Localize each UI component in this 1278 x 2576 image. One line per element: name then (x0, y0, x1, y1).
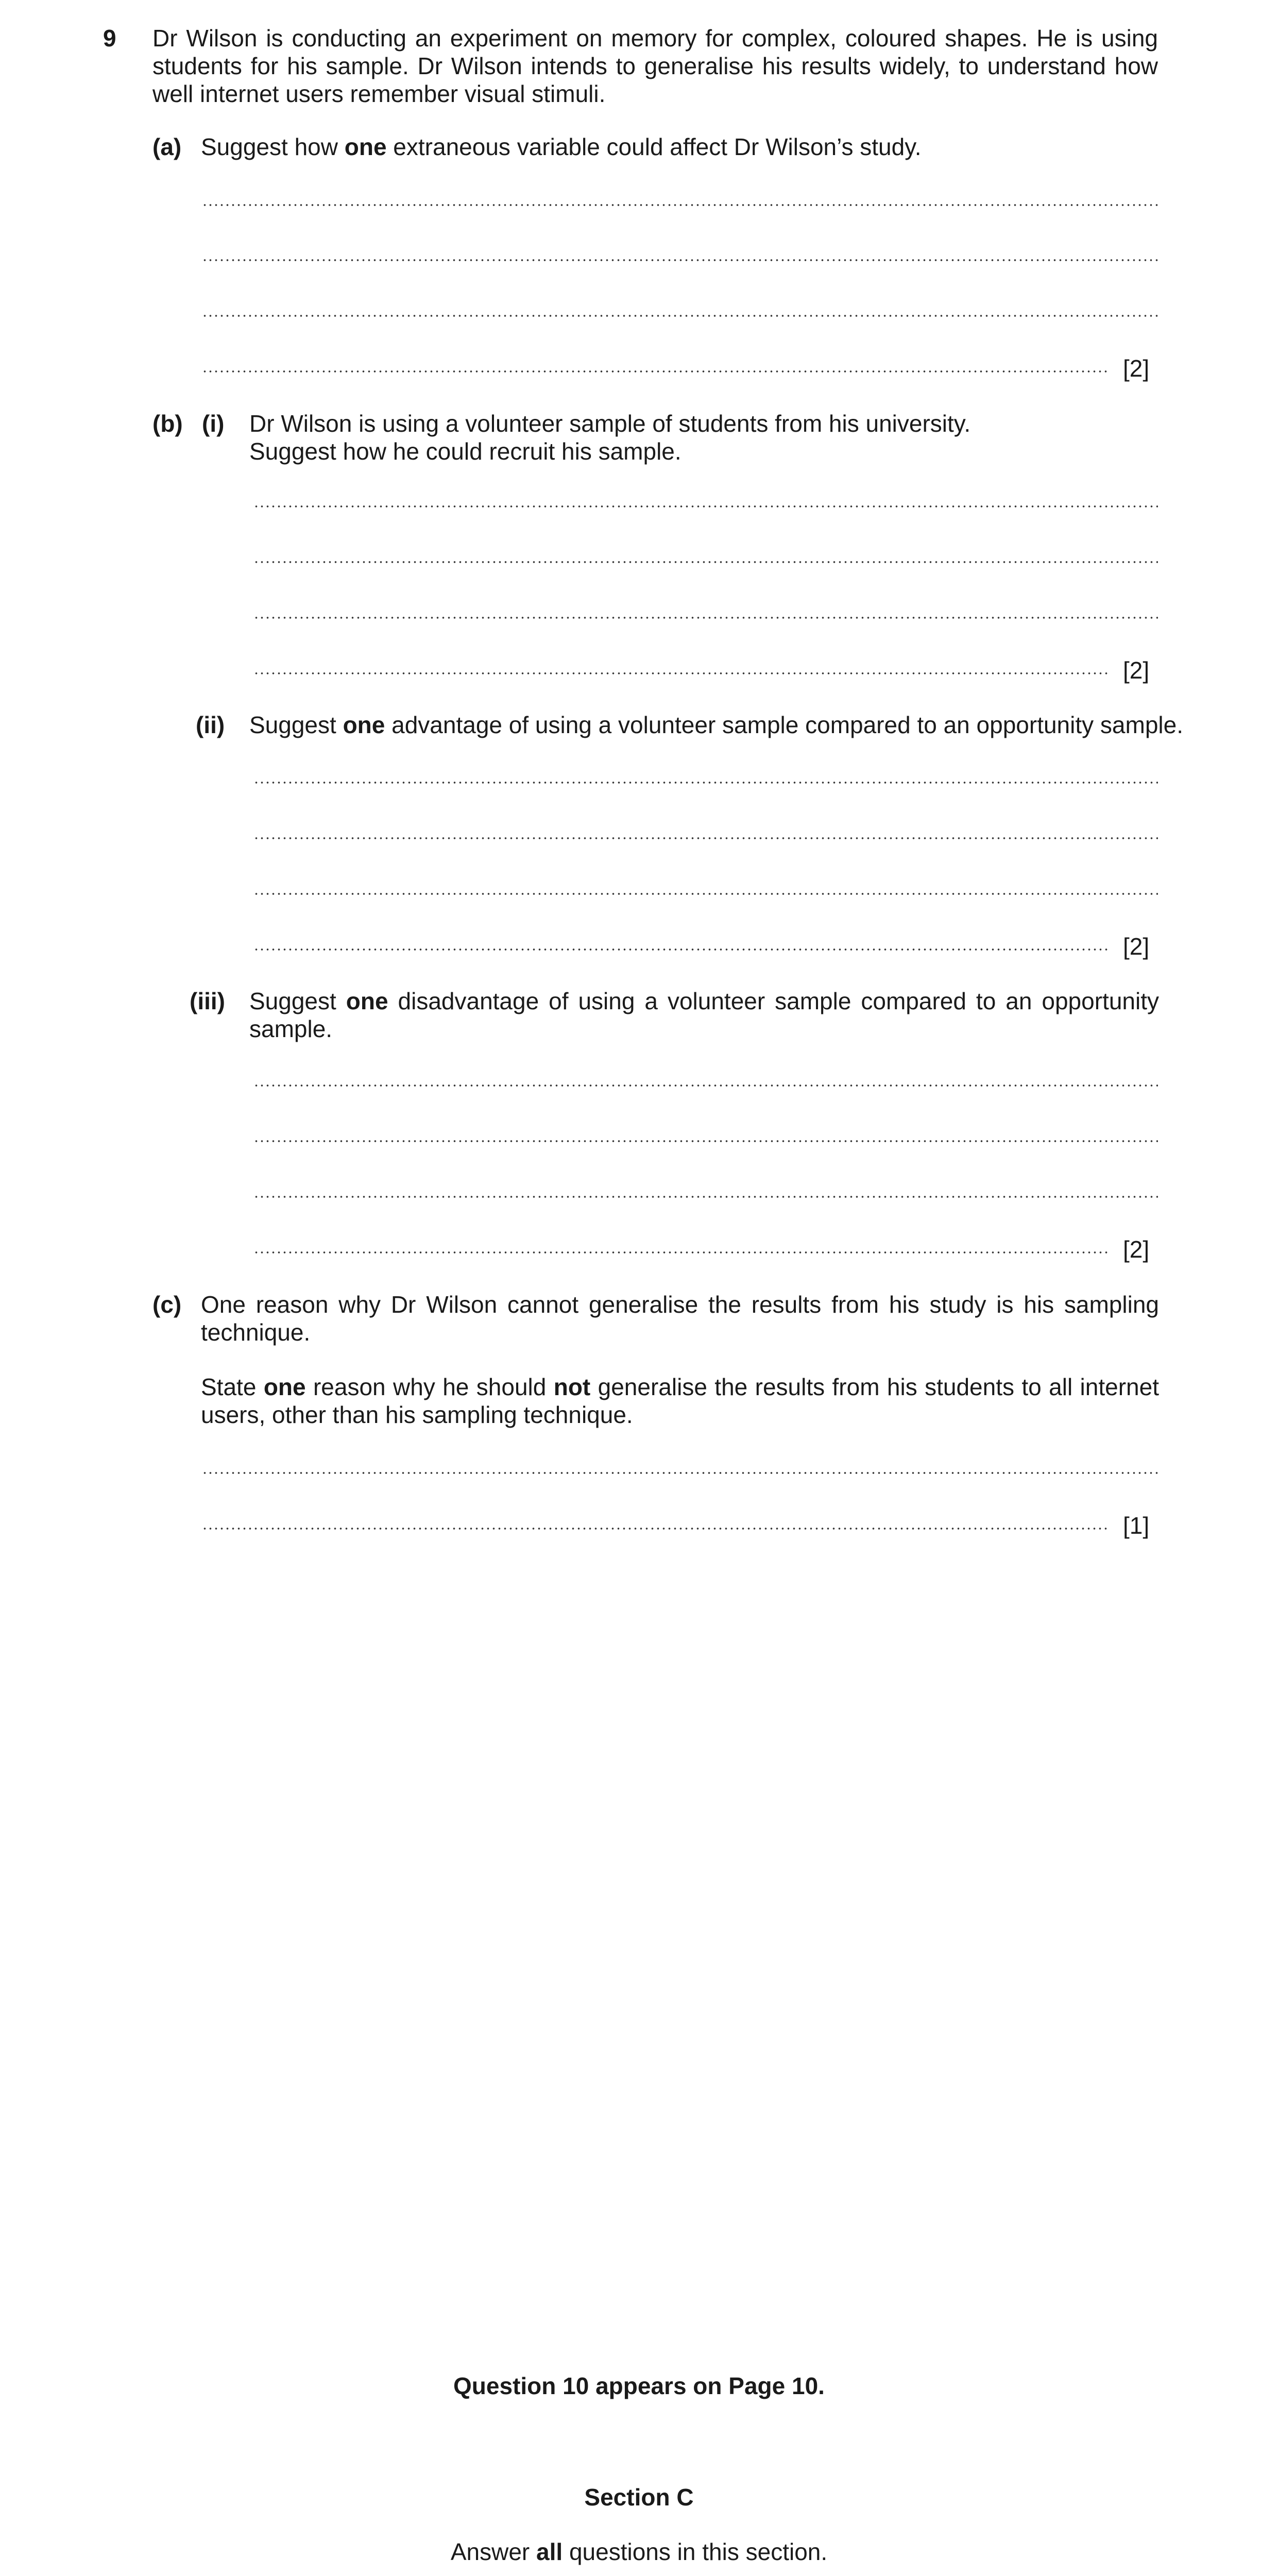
answer-line[interactable] (253, 837, 1158, 840)
question-stem: Dr Wilson is conducting an experiment on memory for complex, coloured shapes. He is using students for his sample. Dr Wilson intends to generalise his results widely, to understand how well internet users remember visual stimuli. (152, 25, 1158, 107)
answer-line[interactable] (253, 561, 1158, 564)
answer-line[interactable] (202, 1527, 1109, 1530)
question-number: 9 (103, 25, 116, 52)
part-b-i-line1: Dr Wilson is using a volunteer sample of students from his university. (249, 410, 971, 437)
answer-line[interactable] (202, 314, 1158, 317)
part-b-ii-prompt: Suggest one advantage of using a volunteer sample compared to an opportunity sample. (249, 711, 1183, 738)
marks-label: [1] (1123, 1512, 1150, 1539)
answer-line[interactable] (253, 672, 1109, 675)
marks-label: [2] (1123, 1236, 1150, 1263)
part-b-i-line2: Suggest how he could recruit his sample. (249, 438, 681, 465)
part-a-label: (a) (152, 133, 182, 160)
part-b-iii-label: (iii) (190, 988, 225, 1014)
part-c-paragraph-2: State one reason why he should not generalise the results from his students to all internet users, other than his sampling technique. (201, 1374, 1159, 1428)
answer-line[interactable] (253, 505, 1158, 508)
section-instruction: Answer all questions in this section. (450, 2538, 828, 2565)
section-title: Section C (584, 2484, 694, 2511)
part-b-i-label: (i) (202, 410, 225, 437)
answer-line[interactable] (253, 1140, 1158, 1143)
answer-line[interactable] (202, 370, 1109, 373)
answer-line[interactable] (253, 892, 1158, 895)
next-question-note: Question 10 appears on Page 10. (453, 2372, 825, 2399)
marks-label: [2] (1123, 933, 1150, 960)
marks-label: [2] (1123, 657, 1150, 684)
part-a-prompt: Suggest how one extraneous variable could affect Dr Wilson’s study. (201, 133, 922, 160)
part-b-label: (b) (152, 410, 183, 437)
answer-line[interactable] (202, 259, 1158, 262)
part-c-label: (c) (152, 1291, 182, 1318)
answer-line[interactable] (202, 204, 1158, 207)
answer-line[interactable] (202, 1471, 1158, 1475)
marks-label: [2] (1123, 355, 1150, 382)
part-c-paragraph-1: One reason why Dr Wilson cannot generalise the results from his study is his sampling technique. (201, 1291, 1159, 1346)
answer-line[interactable] (253, 1251, 1109, 1254)
answer-line[interactable] (253, 616, 1158, 619)
answer-line[interactable] (253, 781, 1158, 784)
answer-line[interactable] (253, 1195, 1158, 1198)
answer-line[interactable] (253, 1084, 1158, 1087)
part-b-iii-prompt: Suggest one disadvantage of using a volunteer sample compared to an opportunity sample. (249, 988, 1159, 1042)
answer-line[interactable] (253, 948, 1109, 951)
part-b-ii-label: (ii) (196, 711, 225, 738)
